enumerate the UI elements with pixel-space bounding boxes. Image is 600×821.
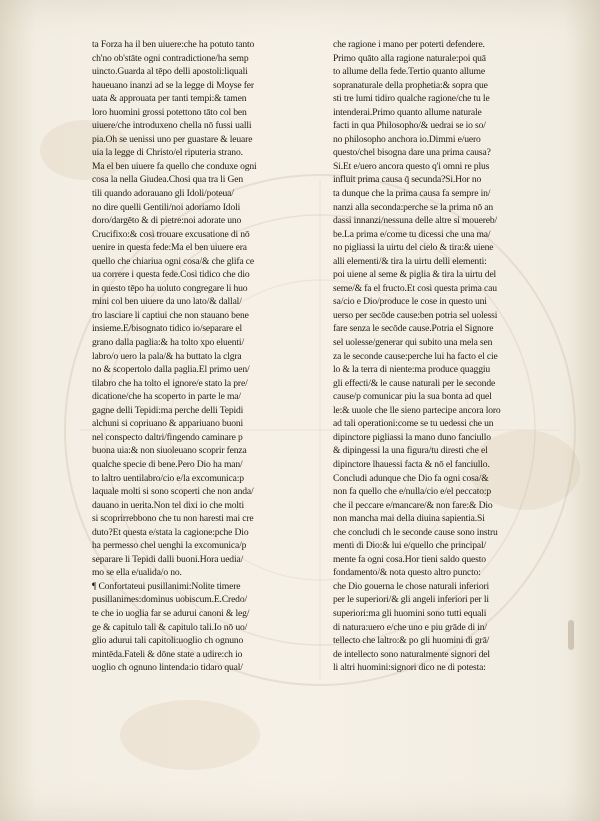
text-line: tili quando adorauano gli Idoli/poteua/ xyxy=(92,188,234,200)
text-line: glio adurui tali capitoli:uoglio ch ognuno xyxy=(92,635,244,647)
text-line: duto?Et questa e/stata la cagione:pche Dio xyxy=(92,526,249,538)
text-line: ad tali operationi:come se tu uedessi che un xyxy=(333,418,494,430)
text-line: to allume della fede.Tertio quanto allume xyxy=(333,66,485,78)
text-line: non fa quello che e/nulla/cio e/el peccato:p xyxy=(333,486,492,498)
text-line: ua correre i questa fede.Così tidico che dio xyxy=(92,269,250,281)
text-line: uerso per secōde cause:ben potria sel uolessi xyxy=(333,309,498,321)
text-line: pusillanimes:dominus uobiscum.E.Credo/ xyxy=(92,594,247,606)
text-line: lo & la terra di niente:ma produce quaggiu xyxy=(333,364,491,376)
text-line: uoglio ch ognuno lintenda:io tidaro qual/ xyxy=(92,662,243,674)
text-line: dauano in uerita.Non tel dixi io che molti xyxy=(92,499,244,511)
text-line: cause/p comunicar piu la sua bonta ad quel xyxy=(333,391,492,403)
text-line: cosa la nella Giudea.Chosi qua tra li Gen xyxy=(92,174,244,186)
text-line: uata & approuata per tanti tempi:& tamen xyxy=(92,93,247,105)
text-line: superiori:ma gli huomini sono tutti equali xyxy=(333,607,487,619)
text-column-left xyxy=(92,38,315,675)
text-line: mini col ben uiuere da uno lato/& dallal/ xyxy=(92,296,242,308)
text-line: alli elementi/& tira la uirtu delli elementi: xyxy=(333,255,487,267)
text-line: Concludi adunque che Dio fa ogni cosa/& xyxy=(333,472,489,484)
text-line: haueuano inanzi ad se la legge di Moyse fer xyxy=(92,79,254,91)
text-line: dipinctore pigliassi la mano duno fanciullo xyxy=(333,431,491,443)
text-line: influit prima causa q̄ secunda?Si.Hor no xyxy=(333,174,482,186)
text-line: tellecto che laltro:& po gli huomini di grā/ xyxy=(333,635,490,647)
text-line: in questo tēpo ha uoluto congregare li huo xyxy=(92,282,248,294)
text-line: separare li Tepidi dalli buoni.Hora uedia/ xyxy=(92,553,244,565)
text-line: dassi innanzi/nessuna delle altre si mouereb/ xyxy=(333,215,498,227)
text-line: poi uiene al seme & piglia & tira la uirtu del xyxy=(333,269,497,281)
text-line: mo se ella e/ualida/o no. xyxy=(92,567,182,579)
text-line: sa/cio e Dio/produce le cose in questo uni xyxy=(333,296,487,308)
text-line: che il peccare e/mancare/& non fare:& Dio xyxy=(333,499,493,511)
text-line: Si.Et e/uero ancora questo q'i omni re plus xyxy=(333,160,490,172)
text-line: Ma el ben uiuere fa quello che conduxe ogni xyxy=(92,160,257,172)
text-line: labro/o uero la pala/& ha buttato la clgra xyxy=(92,350,242,362)
text-line: mintēda.Fateli & dōne state a udire:ch io xyxy=(92,648,243,660)
text-line: che ragione i mano per poterti defendere. xyxy=(333,39,485,50)
text-line: Primo quāto alla ragione naturale:poi quā xyxy=(333,52,486,64)
text-line: uiuere/che introduxeno chella nō fussi ualli xyxy=(92,120,252,132)
text-line: loro huomini grossi potettono tāto col ben xyxy=(92,106,247,118)
text-line: gli effecti/& le cause naturali per le seconde xyxy=(333,377,496,389)
text-line: le:& uuole che lle sieno partecipe ancora lorο xyxy=(333,404,501,416)
text-line: facti in qua Philosopho/& uedrai se io so/ xyxy=(333,120,486,132)
text-line: gagne delli Tepidi:ma perche delli Tepidi xyxy=(92,404,244,416)
text-line: laquale molti si sono scoperti che non anda/ xyxy=(92,486,254,498)
text-line: no pigliassi la uirtu del cielo & tira:& uiene xyxy=(333,242,494,254)
text-line: doro/dargēto & di pietre:noi adorate uno xyxy=(92,215,242,227)
text-line: fondamento/& nota questo altro puncto: xyxy=(333,567,481,579)
text-line: alchuni si copriuano & appariuano buoni xyxy=(92,418,244,430)
text-line: pia.Oh se uenissi uno per guastare & leuare xyxy=(92,133,253,145)
text-line: uincto.Guarda al tēpo delli apostoli:liquali xyxy=(92,66,248,78)
text-line: insieme.E/bisognato tidico io/separare el xyxy=(92,323,242,335)
text-line: uia la legge di Christo/el riputeria strano. xyxy=(92,147,243,159)
text-line: qualche specie di bene.Pero Dio ha man/ xyxy=(92,458,243,470)
text-line: to laltro uentilabro/cio e/la excomunica:p xyxy=(92,472,244,484)
text-line: te che io uoglia far se adurui canoni & leg/ xyxy=(92,607,250,619)
text-line: uenire in questa fede:Ma el ben uiuere era xyxy=(92,242,247,254)
text-line: de intellecto sono naturalmente signori del xyxy=(333,648,490,660)
text-line: be.La prima e/come tu dicessi che una ma/ xyxy=(333,228,491,240)
text-line: menti di Dio:& lui e/quello che principal/ xyxy=(333,540,487,552)
text-line: ¶ Confortateui pusillanimi:Nolite timere xyxy=(92,580,241,592)
text-line: che concludi ch le seconde cause sono instru xyxy=(333,526,498,538)
text-line: no philosopho anchora io.Dimmi e/uero xyxy=(333,133,481,145)
text-line: ta Forza ha il ben uiuere:che ha potuto tanto xyxy=(92,39,255,50)
text-line: buona uia:& non siuoleuano scoprir fenza xyxy=(92,445,247,457)
text-line: sti tre lumi tidiro qualche ragione/che tu le xyxy=(333,93,490,105)
text-line: sopranaturale della prophetia:& sopra que xyxy=(333,79,488,91)
text-line: nanzi alla seconda:perche se la prima nō an xyxy=(333,201,494,213)
text-line: quello che chiariua ogni cosa/& che glifa ce xyxy=(92,255,255,267)
text-line: che Dio gouerna le chose naturali inferiori xyxy=(333,580,490,592)
text-line: di natura:uero e/che uno e piu grāde di in/ xyxy=(333,621,487,633)
text-line: & dipingessi la una figura/tu diresti che el xyxy=(333,445,488,457)
text-line: seme/& fa el fructo.Et così questa prima cau xyxy=(333,282,497,294)
text-line: no dire quelli Gentili/noi adoriamo Idoli xyxy=(92,201,241,213)
text-line: tilabro che ha tolto el ignore/e stato la pre/ xyxy=(92,377,248,389)
text-line: ha permesso chel uenghi la excomunica/p xyxy=(92,540,247,552)
text-line: fare senza le secōde cause.Potria el Signore xyxy=(333,323,494,335)
text-column-right xyxy=(333,38,556,675)
ink-stain xyxy=(568,620,574,650)
text-line: ta dunque che la prima causa fa sempre in/ xyxy=(333,188,491,200)
text-line: nel conspecto daltri/fingendo caminare p xyxy=(92,431,243,443)
text-line: ch'no ob'stāte ogni contradictione/ha semp xyxy=(92,52,249,64)
text-line: intenderai.Primo quanto allume naturale xyxy=(333,106,482,118)
text-line: no & scopertolo dalla paglia.El primo uen/ xyxy=(92,364,250,376)
text-line: per le superiori/& gli angeli inferiori per li xyxy=(333,594,489,606)
text-line: za le seconde cause:perche lui ha facto el cie xyxy=(333,350,498,362)
foxing-spot xyxy=(120,700,260,770)
text-line: li altri huomini:signori dico ne di potesta: xyxy=(333,662,486,674)
text-line: sel uolesse/generar qui subito una mela sen xyxy=(333,337,493,349)
text-line: grano dalla paglia:& ha tolto xpo eluenti/ xyxy=(92,337,244,349)
text-line: si scoprirrebbono che tu non haresti mai cre xyxy=(92,513,254,525)
text-line: tro lasciare li captiui che non stauano bene xyxy=(92,309,249,321)
text-line: dipinctore lhauessi facta & nō el fanciullo. xyxy=(333,458,490,470)
text-line: mente fa ogni cosa.Hor tieni saldo questo xyxy=(333,553,486,565)
text-line: non mancha mai della diuina sapientia.Si xyxy=(333,513,485,525)
text-line: questo/chel bisogna dare una prima causa? xyxy=(333,147,491,159)
text-line: dicatione/che ha scoperto in parte le ma/ xyxy=(92,391,241,403)
text-line: Crucifixo:& così trouare excusatione di nō xyxy=(92,228,250,240)
text-line: ge & capitulo tali & capitulo tali.Io nō uo/ xyxy=(92,621,248,633)
